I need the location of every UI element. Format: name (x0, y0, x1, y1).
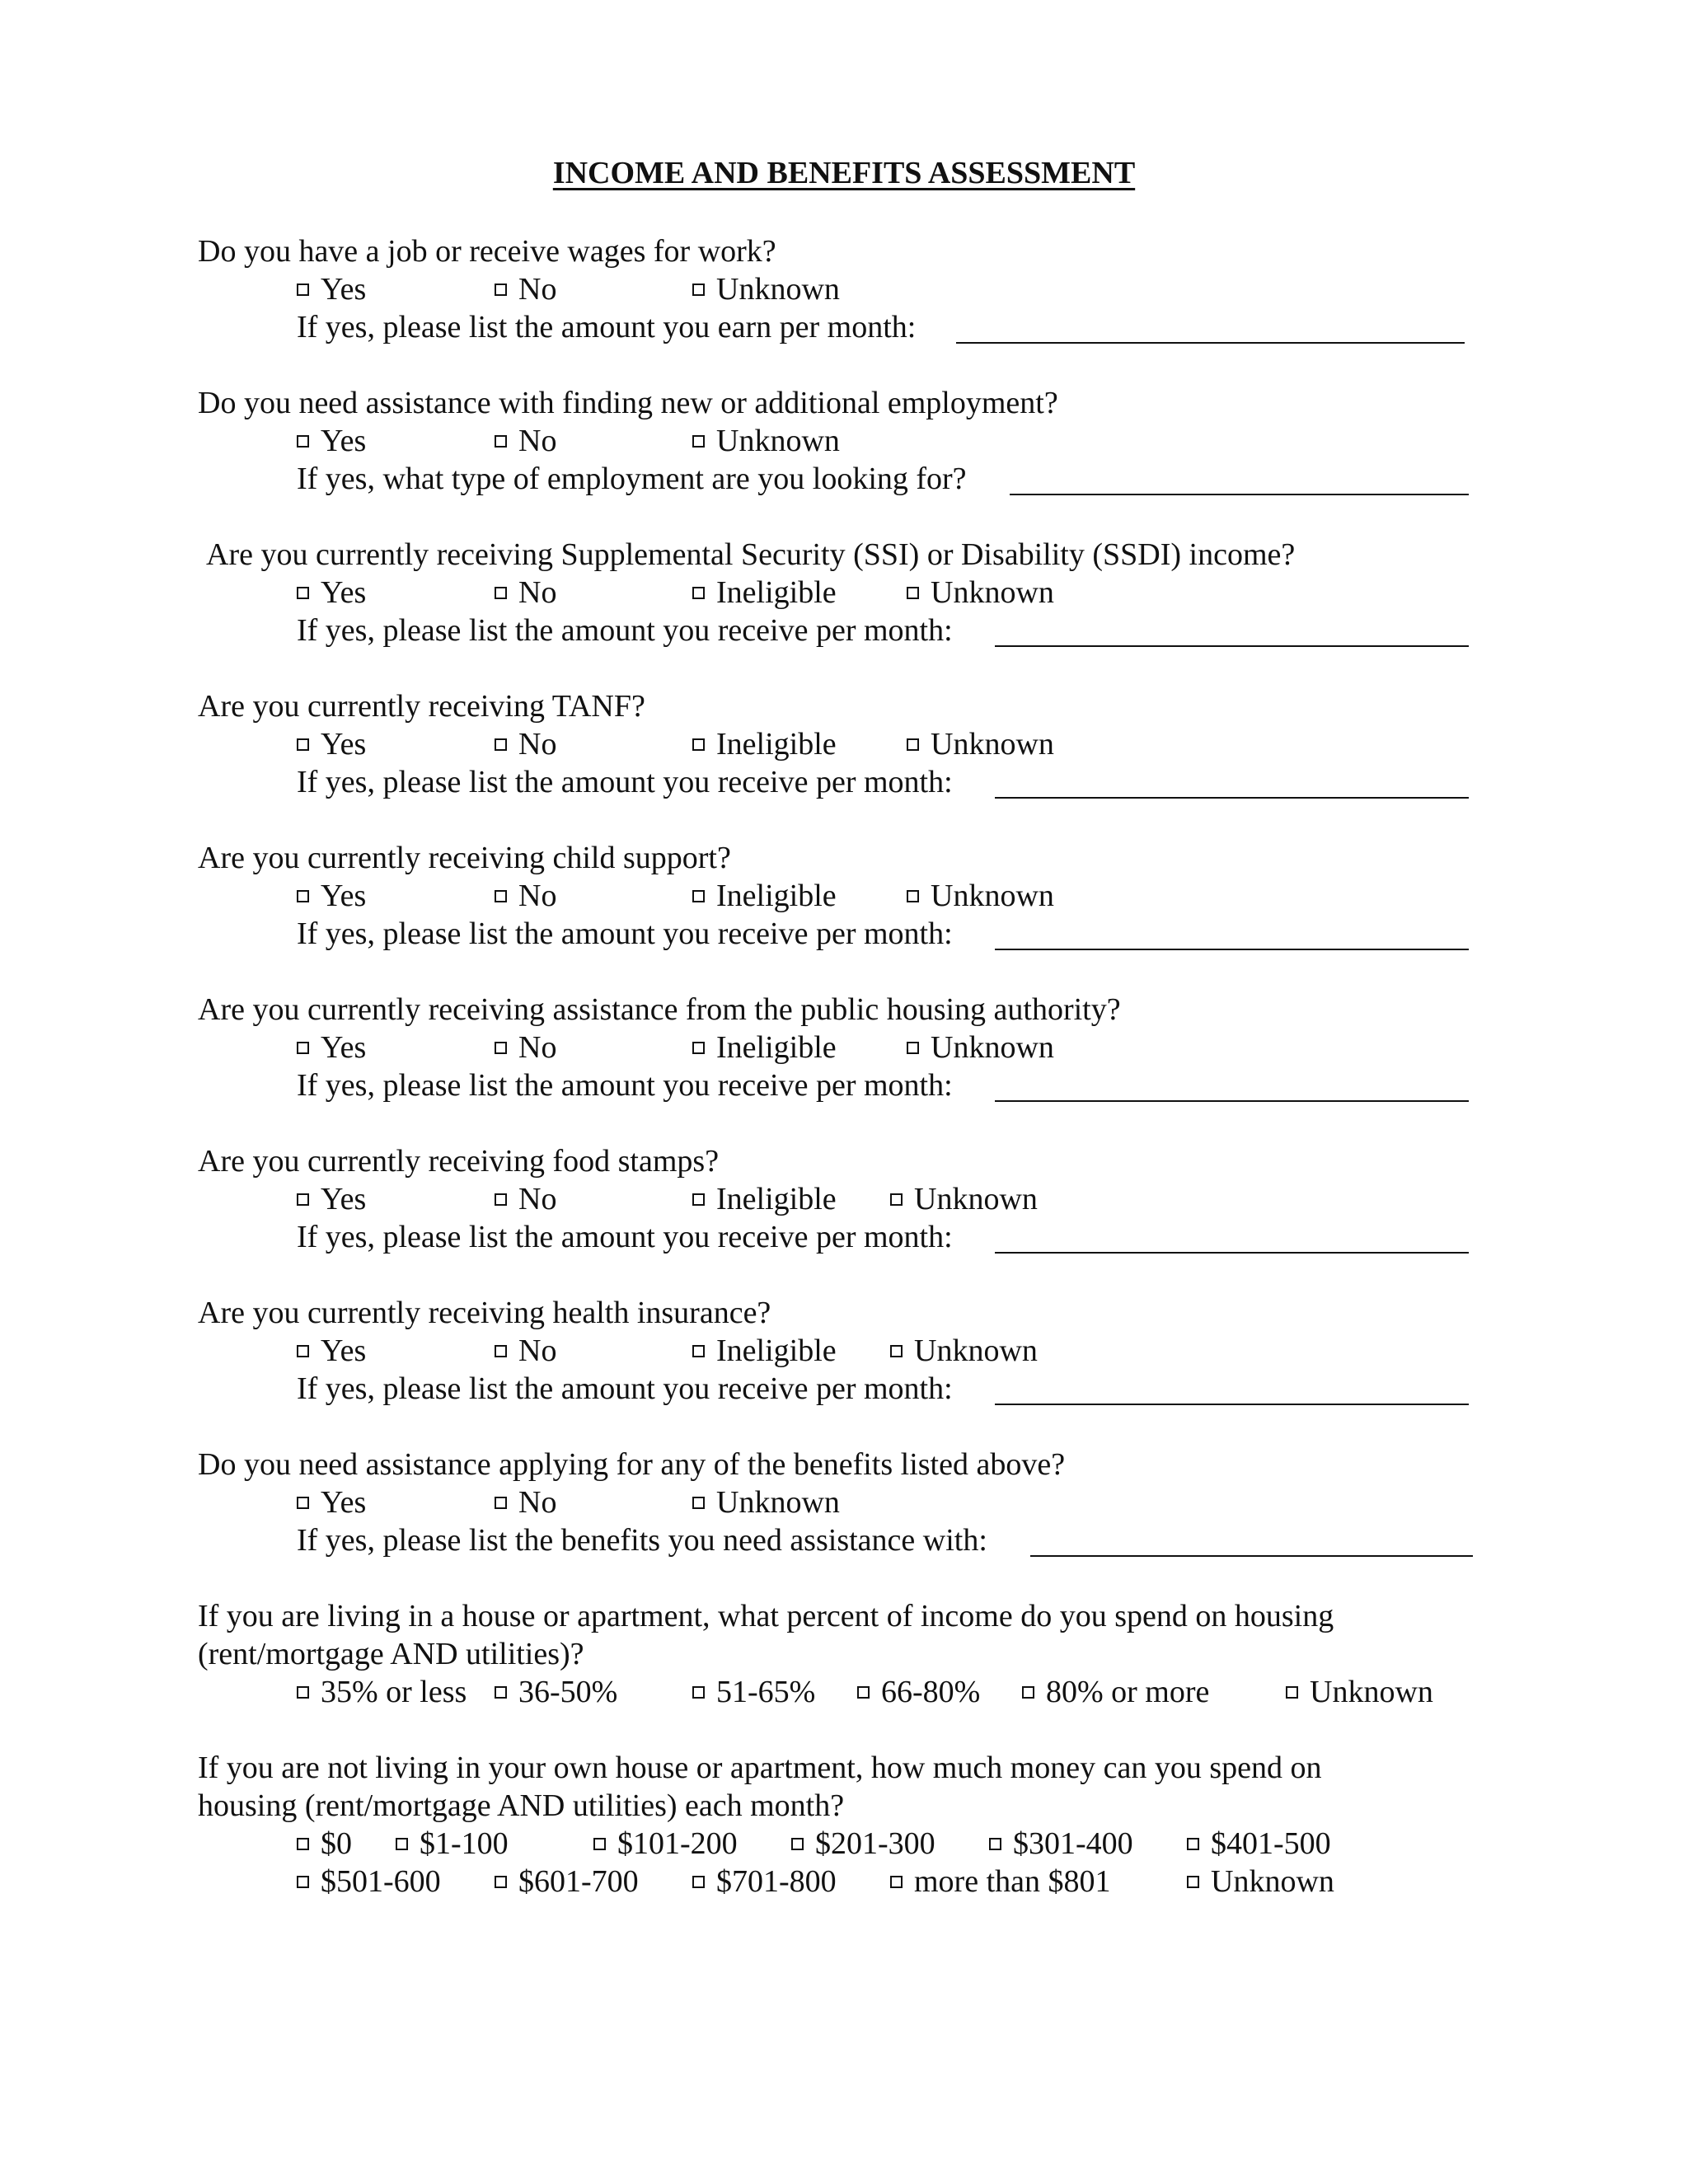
answer-blank-ssi-amount[interactable] (995, 645, 1469, 647)
checkbox[interactable] (297, 1193, 309, 1206)
checkbox[interactable] (495, 1345, 507, 1357)
answer-blank-monthly-earnings[interactable] (956, 342, 1465, 344)
followup-label: If yes, please list the amount you receive per month: (297, 916, 953, 951)
answer-blank-tanf-amount[interactable] (995, 797, 1469, 799)
followup-label: If yes, please list the amount you receive per month: (297, 1068, 953, 1103)
checkbox[interactable] (297, 890, 309, 902)
options-employment-assistance (297, 422, 1533, 460)
question-ssi-ssdi: Are you currently receiving Supplemental Security (SSI) or Disability (SSDI) income? (206, 537, 1296, 572)
checkbox[interactable] (692, 1876, 705, 1888)
option-yes[interactable]: Yes (297, 270, 366, 308)
followup-label: If yes, please list the amount you receive per month: (297, 765, 953, 799)
option-unknown[interactable]: Unknown (907, 1029, 1054, 1066)
checkbox[interactable] (297, 284, 309, 296)
option-66-80[interactable]: 66-80% (857, 1673, 980, 1711)
checkbox[interactable] (297, 1345, 309, 1357)
option-no[interactable]: No (495, 270, 556, 308)
followup-label: If yes, please list the amount you receive per month: (297, 613, 953, 648)
checkbox[interactable] (495, 435, 507, 448)
option-ineligible[interactable]: Ineligible (692, 877, 837, 915)
option-601-700[interactable]: $601-700 (495, 1863, 639, 1900)
option-unknown[interactable]: Unknown (907, 877, 1054, 915)
option-unknown[interactable]: Unknown (890, 1180, 1038, 1218)
checkbox[interactable] (692, 1193, 705, 1206)
question-public-housing: Are you currently receiving assistance from the public housing authority? (198, 992, 1121, 1027)
option-no[interactable]: No (495, 1180, 556, 1218)
checkbox[interactable] (495, 890, 507, 902)
checkbox[interactable] (495, 1686, 507, 1699)
checkbox[interactable] (495, 738, 507, 751)
checkbox[interactable] (907, 587, 919, 599)
checkbox[interactable] (1022, 1686, 1034, 1699)
checkbox[interactable] (907, 1042, 919, 1054)
question-benefits-application-help: Do you need assistance applying for any of the benefits listed above? (198, 1447, 1066, 1482)
checkbox[interactable] (692, 1042, 705, 1054)
question-housing-budget-line1: If you are not living in your own house or apartment, how much money can you spend on (198, 1750, 1322, 1785)
option-ineligible[interactable]: Ineligible (692, 1332, 837, 1370)
answer-blank-health-insurance-amount[interactable] (995, 1404, 1469, 1405)
checkbox[interactable] (297, 1497, 309, 1509)
checkbox[interactable] (297, 587, 309, 599)
followup-label: If yes, please list the amount you earn per month: (297, 310, 917, 344)
option-0[interactable]: $0 (297, 1825, 352, 1863)
checkbox[interactable] (1187, 1838, 1199, 1850)
checkbox[interactable] (857, 1686, 870, 1699)
answer-blank-employment-type[interactable] (1010, 494, 1469, 495)
checkbox[interactable] (692, 435, 705, 448)
option-501-600[interactable]: $501-600 (297, 1863, 441, 1900)
checkbox[interactable] (297, 1838, 309, 1850)
checkbox[interactable] (297, 435, 309, 448)
checkbox[interactable] (396, 1838, 408, 1850)
option-yes[interactable]: Yes (297, 725, 366, 763)
question-housing-budget-line2: housing (rent/mortgage AND utilities) each month? (198, 1788, 845, 1823)
option-101-200[interactable]: $101-200 (593, 1825, 738, 1863)
question-health-insurance: Are you currently receiving health insurance? (198, 1296, 771, 1330)
options-food-stamps (297, 1180, 1533, 1218)
option-yes[interactable]: Yes (297, 1483, 366, 1521)
options-child-support (297, 877, 1533, 915)
checkbox[interactable] (297, 1042, 309, 1054)
page-title: INCOME AND BENEFITS ASSESSMENT (552, 156, 1136, 190)
question-job-wages: Do you have a job or receive wages for work? (198, 234, 776, 269)
question-employment-assistance: Do you need assistance with finding new or additional employment? (198, 386, 1058, 420)
checkbox[interactable] (692, 890, 705, 902)
option-ineligible[interactable]: Ineligible (692, 1180, 837, 1218)
option-no[interactable]: No (495, 877, 556, 915)
option-51-65[interactable]: 51-65% (692, 1673, 815, 1711)
question-child-support: Are you currently receiving child support? (198, 841, 731, 875)
answer-blank-food-stamps-amount[interactable] (995, 1252, 1469, 1254)
option-more-than-801[interactable]: more than $801 (890, 1863, 1111, 1900)
option-unknown[interactable]: Unknown (890, 1332, 1038, 1370)
option-yes[interactable]: Yes (297, 1332, 366, 1370)
answer-blank-child-support-amount[interactable] (995, 949, 1469, 950)
followup-label: If yes, please list the benefits you need assistance with: (297, 1523, 987, 1558)
option-unknown[interactable]: Unknown (692, 270, 840, 308)
option-unknown[interactable]: Unknown (907, 725, 1054, 763)
option-yes[interactable]: Yes (297, 422, 366, 460)
checkbox[interactable] (495, 1876, 507, 1888)
checkbox[interactable] (495, 284, 507, 296)
checkbox[interactable] (297, 1686, 309, 1699)
options-housing-budget-row2 (297, 1863, 1533, 1900)
options-tanf (297, 725, 1533, 763)
option-no[interactable]: No (495, 725, 556, 763)
followup-label: If yes, please list the amount you receive per month: (297, 1371, 953, 1406)
answer-blank-housing-assistance-amount[interactable] (995, 1100, 1469, 1102)
checkbox[interactable] (1187, 1876, 1199, 1888)
option-ineligible[interactable]: Ineligible (692, 574, 837, 612)
question-food-stamps: Are you currently receiving food stamps? (198, 1144, 720, 1179)
options-job-wages (297, 270, 1533, 308)
option-unknown[interactable]: Unknown (1187, 1863, 1334, 1900)
option-no[interactable]: No (495, 574, 556, 612)
option-no[interactable]: No (495, 1029, 556, 1066)
checkbox[interactable] (692, 1497, 705, 1509)
checkbox[interactable] (907, 890, 919, 902)
checkbox[interactable] (692, 1345, 705, 1357)
options-public-housing (297, 1029, 1533, 1066)
checkbox[interactable] (791, 1838, 804, 1850)
option-yes[interactable]: Yes (297, 574, 366, 612)
checkbox[interactable] (989, 1838, 1001, 1850)
option-yes[interactable]: Yes (297, 877, 366, 915)
checkbox[interactable] (692, 587, 705, 599)
option-701-800[interactable]: $701-800 (692, 1863, 837, 1900)
options-health-insurance (297, 1332, 1533, 1370)
checkbox[interactable] (1286, 1686, 1298, 1699)
option-unknown[interactable]: Unknown (692, 422, 840, 460)
options-benefits-application-help (297, 1483, 1533, 1521)
options-housing-income-percent (297, 1673, 1533, 1711)
options-ssi-ssdi (297, 574, 1533, 612)
question-housing-income-percent-line1: If you are living in a house or apartment, what percent of income do you spend on housing (198, 1599, 1334, 1633)
question-tanf: Are you currently receiving TANF? (198, 689, 645, 724)
option-no[interactable]: No (495, 1483, 556, 1521)
option-unknown[interactable]: Unknown (692, 1483, 840, 1521)
followup-label: If yes, please list the amount you receive per month: (297, 1220, 953, 1254)
option-yes[interactable]: Yes (297, 1180, 366, 1218)
checkbox[interactable] (692, 284, 705, 296)
checkbox[interactable] (692, 1686, 705, 1699)
checkbox[interactable] (297, 738, 309, 751)
option-301-400[interactable]: $301-400 (989, 1825, 1133, 1863)
option-36-50[interactable]: 36-50% (495, 1673, 617, 1711)
checkbox[interactable] (890, 1345, 903, 1357)
question-housing-income-percent-line2: (rent/mortgage AND utilities)? (198, 1637, 584, 1671)
option-yes[interactable]: Yes (297, 1029, 366, 1066)
checkbox[interactable] (593, 1838, 606, 1850)
option-no[interactable]: No (495, 422, 556, 460)
checkbox[interactable] (495, 587, 507, 599)
followup-label: If yes, what type of employment are you looking for? (297, 462, 967, 496)
option-ineligible[interactable]: Ineligible (692, 725, 837, 763)
option-no[interactable]: No (495, 1332, 556, 1370)
answer-blank-benefits-list[interactable] (1030, 1555, 1473, 1557)
checkbox[interactable] (297, 1876, 309, 1888)
checkbox[interactable] (890, 1876, 903, 1888)
options-housing-budget-row1 (297, 1825, 1533, 1863)
checkbox[interactable] (692, 738, 705, 751)
option-201-300[interactable]: $201-300 (791, 1825, 935, 1863)
checkbox[interactable] (495, 1042, 507, 1054)
checkbox[interactable] (890, 1193, 903, 1206)
option-ineligible[interactable]: Ineligible (692, 1029, 837, 1066)
option-unknown[interactable]: Unknown (1286, 1673, 1433, 1711)
option-401-500[interactable]: $401-500 (1187, 1825, 1331, 1863)
option-unknown[interactable]: Unknown (907, 574, 1054, 612)
checkbox[interactable] (495, 1193, 507, 1206)
option-1-100[interactable]: $1-100 (396, 1825, 509, 1863)
option-80-or-more[interactable]: 80% or more (1022, 1673, 1209, 1711)
option-35-or-less[interactable]: 35% or less (297, 1673, 467, 1711)
checkbox[interactable] (495, 1497, 507, 1509)
checkbox[interactable] (907, 738, 919, 751)
